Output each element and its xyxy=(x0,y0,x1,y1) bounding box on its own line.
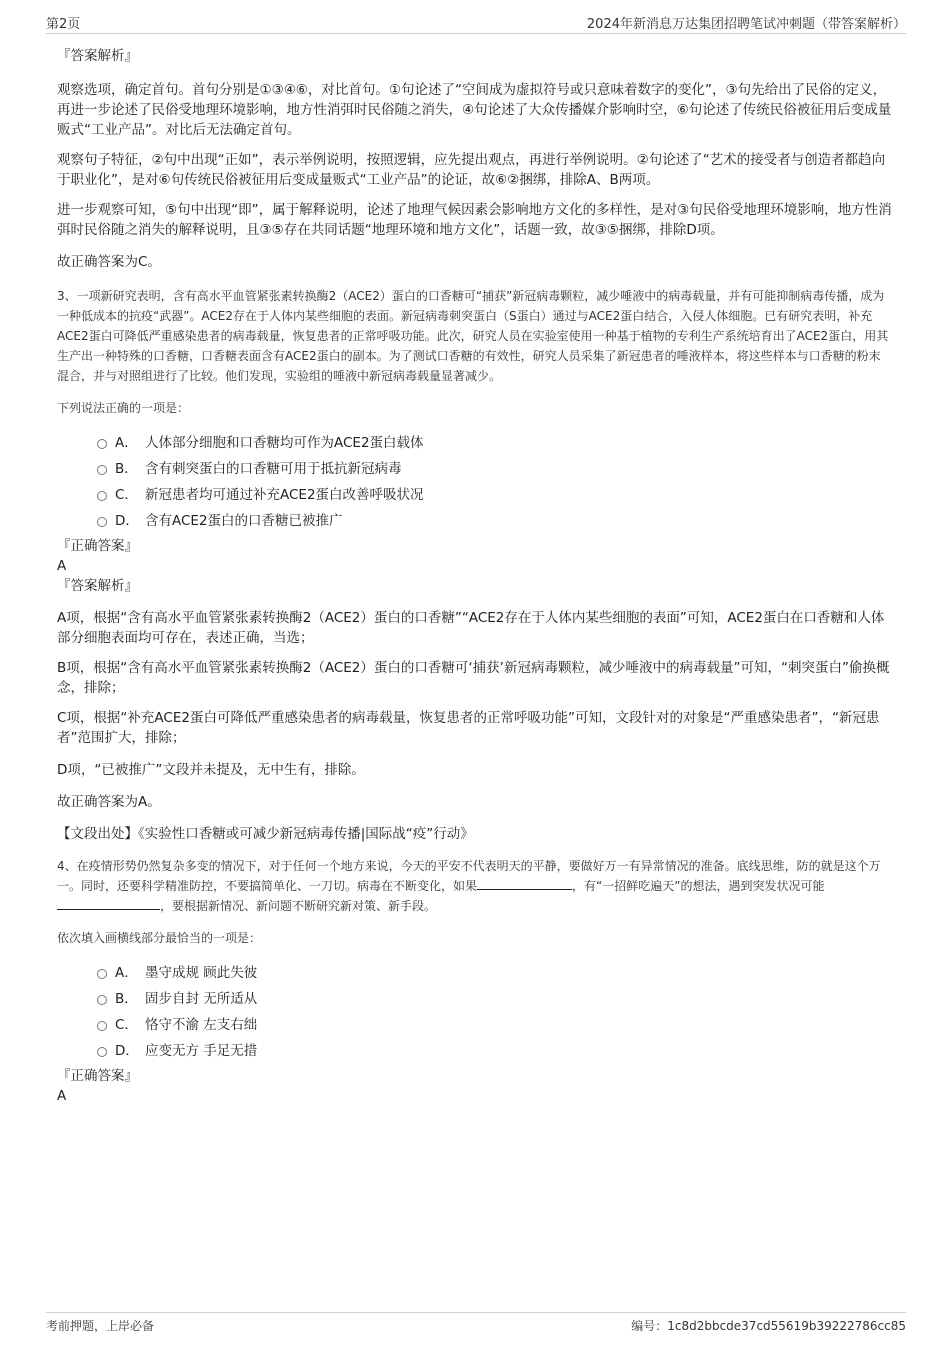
document-title: 2024年新消息万达集团招聘笔试冲刺题（带答案解析） xyxy=(586,17,906,32)
analysis-paragraph: D项，“已被推广”文段并未提及，无中生有，排除。 xyxy=(57,762,365,778)
question-4-prompt: 依次填入画横线部分最恰当的一项是： xyxy=(57,931,262,945)
analysis-paragraph: 观察选项，确定首句。首句分别是①③④⑥，对比首句。①句论述了“空间成为虚拟符号或只意味着数字的变化”，③句先给出了民俗的定义，再进一步论述了民俗受地理环境影响，地方性消弭时民俗随之消失，④句论述了大众传播媒介影响时空，⑥句论述了传统民俗被征用后变成量贩式“工业产品”。对比后无法确定首句。 xyxy=(57,82,892,138)
question-3-options xyxy=(57,430,892,534)
document-id: 编号：1c8d2bbcde37cd55619b39222786cc85 xyxy=(631,1319,906,1333)
page-number: 第2页 xyxy=(46,17,81,32)
option-b[interactable]: B． 固步自封 无所适从 xyxy=(57,986,892,1012)
page-footer xyxy=(46,1312,906,1335)
correct-answer-label: 『正确答案』 xyxy=(57,538,138,554)
question-4-stem: 4、在疫情形势仍然复杂多变的情况下，对于任何一个地方来说，今天的平安不代表明天的平静，要做好万一有异常情况的准备。底线思维，防的就是这个万一。同时，还要科学精准防控，不要搞简单化、一刀切。病毒在不断变化，如果 ，有“一招鲜吃遍天”的想法，遇到突发状况可能，要根据新情况、新问题不断研究新对策、新手段。 xyxy=(57,859,881,913)
option-a[interactable]: A． 墨守成规 顾此失彼 xyxy=(57,960,892,986)
option-d[interactable]: D． 应变无方 手足无措 xyxy=(57,1038,892,1064)
radio-icon[interactable] xyxy=(97,491,107,501)
radio-icon[interactable] xyxy=(97,517,107,527)
analysis-paragraph: 观察句子特征，②句中出现“正如”，表示举例说明，按照逻辑，应先提出观点，再进行举例说明。②句论述了“艺术的接受者与创造者都趋向于职业化”，是对⑥句传统民俗被征用后变成量贩式“工业产品”的论证，故⑥②捆绑，排除A、B两项。 xyxy=(57,152,886,188)
question-3-stem: 3、一项新研究表明，含有高水平血管紧张素转换酶2（ACE2）蛋白的口香糖可“捕获”新冠病毒颗粒，减少唾液中的病毒载量，并有可能抑制病毒传播，成为一种低成本的抗疫“武器”。ACE2存在于人体内某些细胞的表面。新冠病毒刺突蛋白（S蛋白）通过与ACE2蛋白结合，入侵人体细胞。已有研究表明，补充ACE2蛋白可降低严重感染患者的病毒载量，恢复患者的正常呼吸功能。此次，研究人员在实验室使用一种基于植物的专利生产系统培育出了ACE2蛋白，用其生产出一种特殊的口香糖，口香糖表面含有ACE2蛋白的副本。为了测试口香糖的有效性，研究人员采集了新冠患者的唾液样本，将这些样本与口香糖的粉末混合，并与对照组进行了比较。他们发现，实验组的唾液中新冠病毒载量显著减少。 xyxy=(57,289,889,383)
analysis-conclusion: 故正确答案为C。 xyxy=(57,254,161,270)
radio-icon[interactable] xyxy=(97,439,107,449)
analysis-paragraph: 进一步观察可知，⑤句中出现“即”，属于解释说明，论述了地理气候因素会影响地方文化的多样性，是对③句民俗受地理环境影响，地方性消弭时民俗随之消失的解释说明，且③⑤存在共同话题“地理环境和地方文化”，话题一致，故③⑤捆绑，排除D项。 xyxy=(57,202,892,238)
analysis-label: 『答案解析』 xyxy=(57,48,138,64)
page-content xyxy=(57,46,892,1106)
radio-icon[interactable] xyxy=(97,465,107,475)
fill-blank-2 xyxy=(57,896,160,910)
option-b[interactable]: B． 含有刺突蛋白的口香糖可用于抵抗新冠病毒 xyxy=(57,456,892,482)
radio-icon[interactable] xyxy=(97,1047,107,1057)
correct-answer: A xyxy=(57,1088,67,1104)
option-a[interactable]: A． 人体部分细胞和口香糖均可作为ACE2蛋白载体 xyxy=(57,430,892,456)
page-header xyxy=(46,13,906,34)
question-3-prompt: 下列说法正确的一项是： xyxy=(57,401,190,415)
analysis-label: 『答案解析』 xyxy=(57,578,138,594)
analysis-paragraph: A项，根据“含有高水平血管紧张素转换酶2（ACE2）蛋白的口香糖”“ACE2存在于人体内某些细胞的表面”可知，ACE2蛋白在口香糖和人体部分细胞表面均可存在，表述正确，当选； xyxy=(57,610,885,646)
question-4-options xyxy=(57,960,892,1064)
correct-answer-label: 『正确答案』 xyxy=(57,1068,138,1084)
radio-icon[interactable] xyxy=(97,969,107,979)
analysis-conclusion: 故正确答案为A。 xyxy=(57,794,161,810)
radio-icon[interactable] xyxy=(97,1021,107,1031)
option-d[interactable]: D． 含有ACE2蛋白的口香糖已被推广 xyxy=(57,508,892,534)
radio-icon[interactable] xyxy=(97,995,107,1005)
analysis-paragraph: C项，根据“补充ACE2蛋白可降低严重感染患者的病毒载量，恢复患者的正常呼吸功能”可知，文段针对的对象是“严重感染患者”，“新冠患者”范围扩大，排除； xyxy=(57,710,880,746)
source-citation: 【文段出处】《实验性口香糖或可减少新冠病毒传播|国际战“疫”行动》 xyxy=(57,826,474,842)
fill-blank-1 xyxy=(477,876,572,890)
correct-answer: A xyxy=(57,558,67,574)
option-c[interactable]: C． 恪守不渝 左支右绌 xyxy=(57,1012,892,1038)
analysis-paragraph: B项，根据“含有高水平血管紧张素转换酶2（ACE2）蛋白的口香糖可‘捕获’新冠病毒颗粒，减少唾液中的病毒载量”可知，“刺突蛋白”偷换概念，排除； xyxy=(57,660,890,696)
option-c[interactable]: C． 新冠患者均可通过补充ACE2蛋白改善呼吸状况 xyxy=(57,482,892,508)
footer-slogan: 考前押题，上岸必备 xyxy=(46,1319,155,1333)
